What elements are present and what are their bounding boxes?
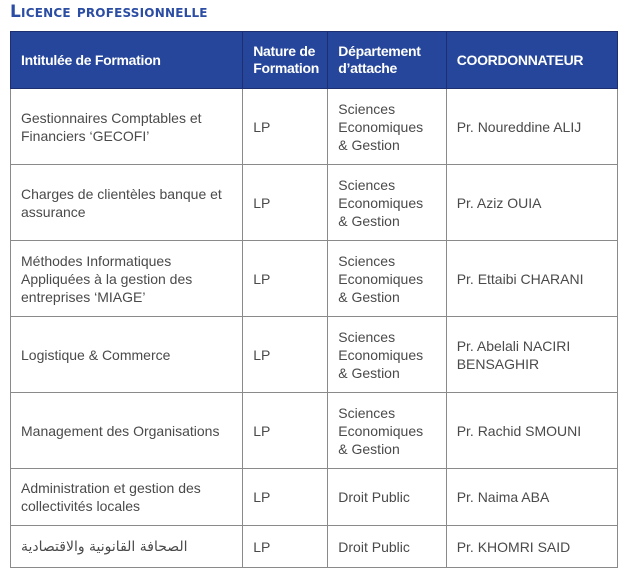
cell-nature: LP [243, 469, 328, 526]
table-row [11, 469, 618, 526]
table-row [11, 317, 618, 393]
header-nature: Nature de Formation [243, 32, 328, 89]
cell-departement: Droit Public [328, 469, 446, 526]
cell-nature: LP [243, 317, 328, 393]
cell-departement: Sciences Economiques & Gestion [328, 165, 446, 241]
cell-departement: Droit Public [328, 526, 446, 568]
cell-intitule: Gestionnaires Comptables et Financiers ‘GECOFI’ [11, 89, 243, 165]
header-departement: Département d’attache [328, 32, 446, 89]
table-header-row [11, 32, 618, 89]
cell-departement: Sciences Economiques & Gestion [328, 241, 446, 317]
cell-nature: LP [243, 393, 328, 469]
cell-coordonnateur: Pr. Abelali NACIRI BENSAGHIR [446, 317, 617, 393]
cell-intitule: Charges de clientèles banque et assurance [11, 165, 243, 241]
cell-nature: LP [243, 165, 328, 241]
cell-nature: LP [243, 526, 328, 568]
cell-departement: Sciences Economiques & Gestion [328, 317, 446, 393]
cell-coordonnateur: Pr. Rachid SMOUNI [446, 393, 617, 469]
cell-nature: LP [243, 89, 328, 165]
cell-intitule: Logistique & Commerce [11, 317, 243, 393]
header-coordonnateur: COORDONNATEUR [446, 32, 617, 89]
cell-departement: Sciences Economiques & Gestion [328, 89, 446, 165]
cell-coordonnateur: Pr. Naima ABA [446, 469, 617, 526]
cell-intitule: Administration et gestion des collectivités locales [11, 469, 243, 526]
cell-nature: LP [243, 241, 328, 317]
cell-intitule: Management des Organisations [11, 393, 243, 469]
formations-table [10, 31, 618, 568]
cell-intitule: Méthodes Informatiques Appliquées à la gestion des entreprises ‘MIAGE’ [11, 241, 243, 317]
cell-coordonnateur: Pr. Noureddine ALIJ [446, 89, 617, 165]
cell-intitule: الصحافة القانونية والاقتصادية [11, 526, 243, 568]
header-intitule: Intitulée de Formation [11, 32, 243, 89]
section-title: Licence professionnelle [10, 2, 208, 22]
cell-coordonnateur: Pr. KHOMRI SAID [446, 526, 617, 568]
table-row [11, 526, 618, 568]
cell-coordonnateur: Pr. Aziz OUIA [446, 165, 617, 241]
cell-departement: Sciences Economiques & Gestion [328, 393, 446, 469]
table-row [11, 241, 618, 317]
table-row [11, 89, 618, 165]
table-row [11, 165, 618, 241]
cell-coordonnateur: Pr. Ettaibi CHARANI [446, 241, 617, 317]
table-row [11, 393, 618, 469]
